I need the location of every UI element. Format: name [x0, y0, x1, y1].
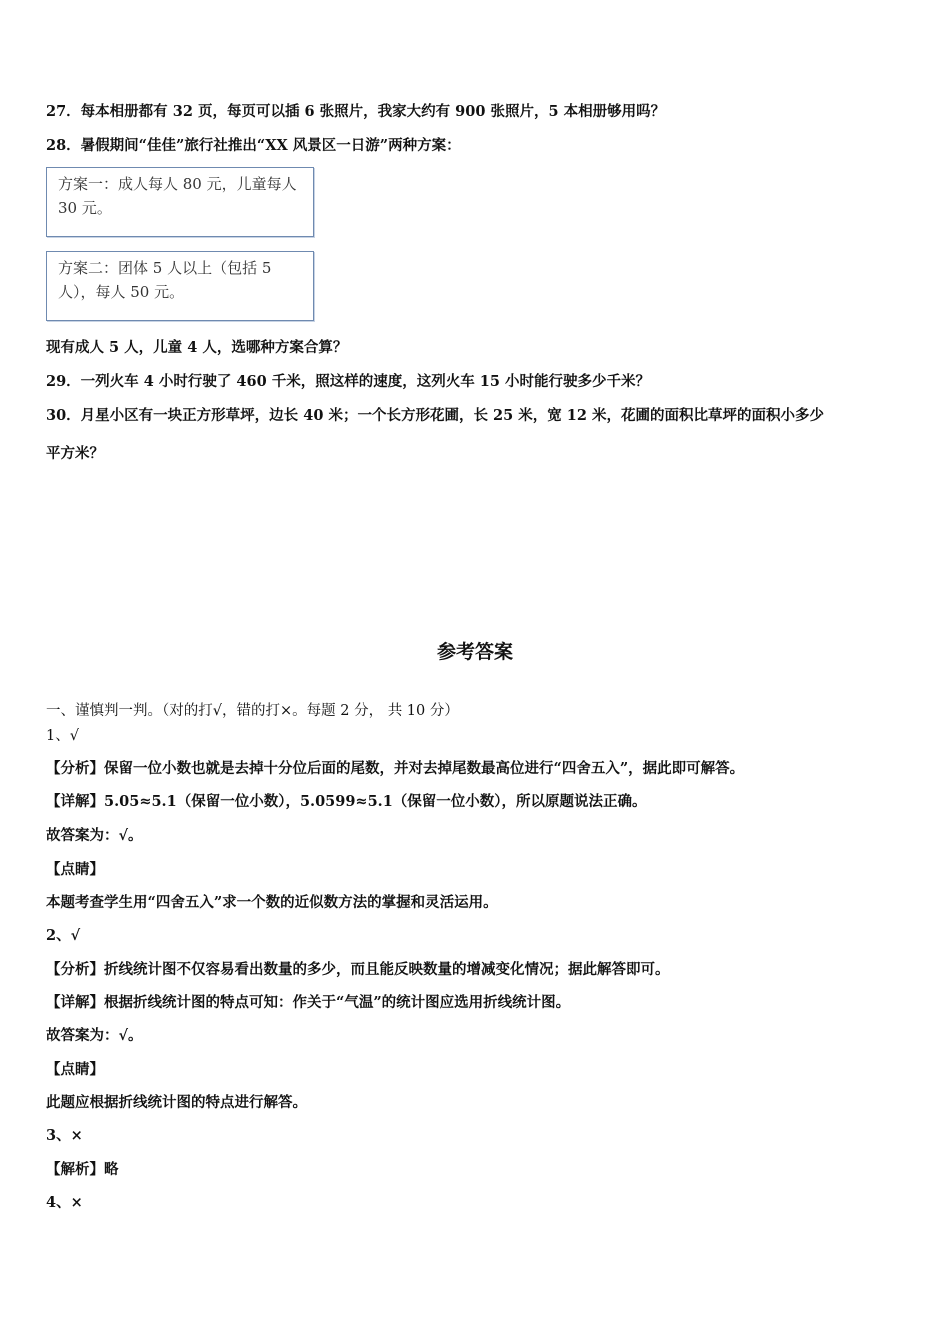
answer-line: 故答案为：√。 [46, 827, 143, 844]
answer-line: 【点睛】 [46, 861, 104, 878]
question-30-line-1: 30．月星小区有一块正方形草坪，边长 40 米；一个长方形花圃，长 25 米，宽 12 米，花圃的面积比草坪的面积小多少 [46, 407, 824, 424]
answer-key-title: 参考答案 [436, 641, 513, 663]
answer-line: 3、× [46, 1127, 83, 1144]
answer-line: 【详解】根据折线统计图的特点可知：作关于“气温”的统计图应选用折线统计图。 [46, 994, 571, 1011]
plan-two-text: 方案二：团体 5 人以上（包括 5 人），每人 50 元。 [58, 259, 272, 301]
answer-line: 【解析】略 [46, 1161, 119, 1178]
answer-line: 此题应根据折线统计图的特点进行解答。 [46, 1094, 307, 1111]
question-28: 28．暑假期间“佳佳”旅行社推出“XX 风景区一日游”两种方案： [46, 137, 461, 154]
plan-one-box [46, 167, 314, 237]
answer-line: 2、√ [46, 927, 81, 944]
question-29: 29．一列火车 4 小时行驶了 460 千米，照这样的速度，这列火车 15 小时能行驶多少千米？ [46, 373, 650, 390]
plan-one-text: 方案一：成人每人 80 元，儿童每人 30 元。 [58, 175, 297, 217]
answer-line: 【分析】折线统计图不仅容易看出数量的多少，而且能反映数量的增减变化情况；据此解答即可。 [46, 961, 670, 978]
question-27: 27．每本相册都有 32 页，每页可以插 6 张照片，我家大约有 900 张照片，5 本相册够用吗？ [46, 103, 666, 120]
question-28-followup: 现有成人 5 人，儿童 4 人，选哪种方案合算？ [46, 339, 348, 356]
answer-line: 1、√ [46, 728, 79, 744]
answer-line: 4、× [46, 1194, 83, 1211]
plan-two-box [46, 251, 314, 321]
section-heading: 一、谨慎判一判。（对的打√，错的打×。每题 2 分， 共 10 分） [46, 703, 459, 719]
answer-line: 故答案为：√。 [46, 1027, 143, 1044]
answer-line: 【详解】5.05≈5.1（保留一位小数），5.0599≈5.1（保留一位小数），所以原题说法正确。 [46, 793, 647, 810]
answer-line: 【点睛】 [46, 1061, 104, 1078]
question-30-line-2: 平方米？ [46, 445, 104, 462]
answer-line: 本题考查学生用“四舍五入”求一个数的近似数方法的掌握和灵活运用。 [46, 894, 498, 911]
answer-line: 【分析】保留一位小数也就是去掉十分位后面的尾数，并对去掉尾数最高位进行“四舍五入”，据此即可解答。 [46, 760, 745, 777]
